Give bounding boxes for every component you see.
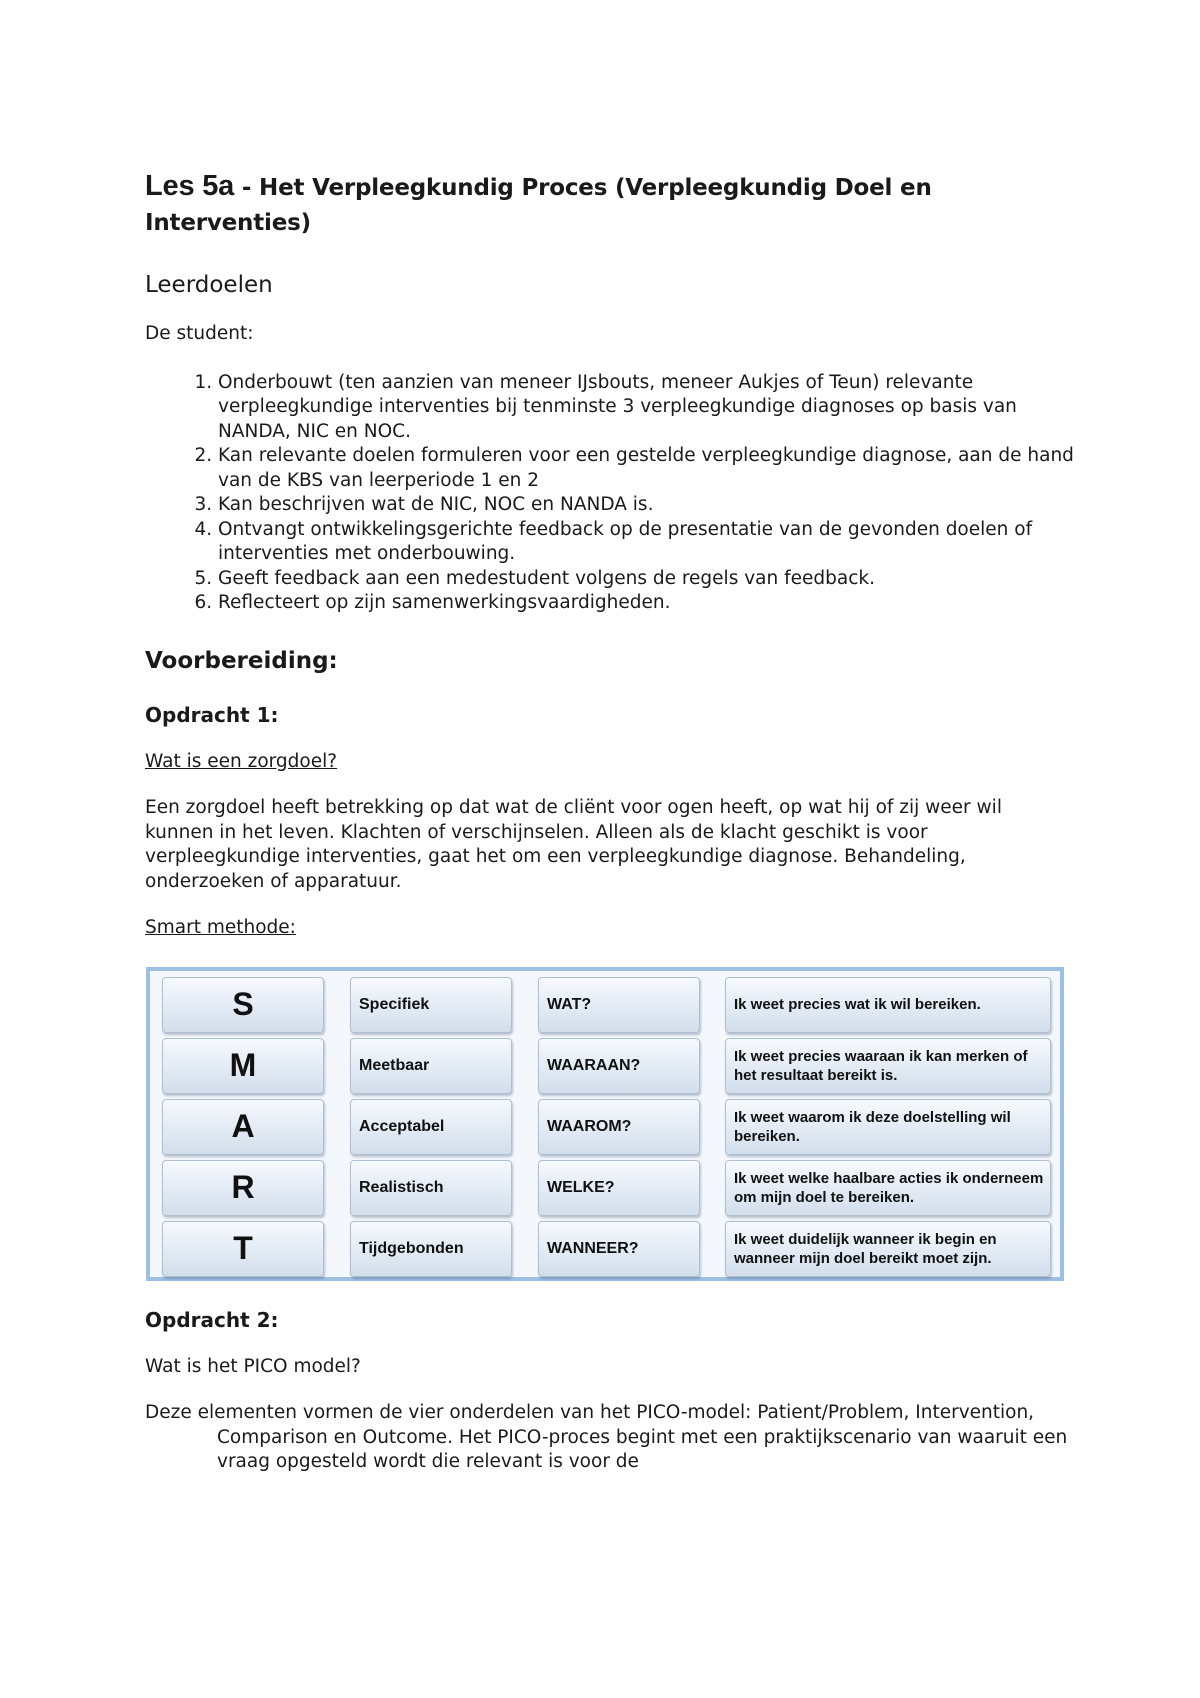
smart-word: Realistisch: [350, 1160, 512, 1216]
smart-question: WAARAAN?: [538, 1038, 700, 1094]
list-item: 2. Kan relevante doelen formuleren voor een gestelde verpleegkundige diagnose, aan de hand van de KBS van leerperiode 1 en 2: [218, 444, 1075, 493]
smart-description: Ik weet duidelijk wanneer ik begin en wanneer mijn doel bereikt moet zijn.: [725, 1221, 1051, 1277]
opdracht2-heading: Opdracht 2:: [145, 1307, 279, 1332]
smart-row-t: [162, 1221, 1052, 1277]
smart-description: Ik weet precies waaraan ik kan merken of het resultaat bereikt is.: [725, 1038, 1051, 1094]
smart-description: Ik weet welke haalbare acties ik onderneem om mijn doel te bereiken.: [725, 1160, 1051, 1216]
smart-letter: R: [162, 1160, 324, 1216]
smart-label: Smart methode:: [145, 917, 296, 938]
smart-question: WELKE?: [538, 1160, 700, 1216]
list-item: 4. Ontvangt ontwikkelingsgerichte feedback op de presentatie van de gevonden doelen of interventies met onderbouwing.: [218, 518, 1075, 567]
smart-letter: A: [162, 1099, 324, 1155]
lesson-number: Les 5a: [145, 170, 235, 202]
list-item: 3. Kan beschrijven wat de NIC, NOC en NANDA is.: [218, 493, 1075, 518]
smart-row-a: [162, 1099, 1052, 1155]
smart-row-r: [162, 1160, 1052, 1216]
smart-word: Tijdgebonden: [350, 1221, 512, 1277]
smart-row-m: [162, 1038, 1052, 1094]
smart-word: Acceptabel: [350, 1099, 512, 1155]
smart-letter: M: [162, 1038, 324, 1094]
smart-row-s: [162, 977, 1052, 1033]
smart-table: [146, 967, 1064, 1281]
list-item: 5. Geeft feedback aan een medestudent volgens de regels van feedback.: [218, 567, 1075, 592]
smart-description: Ik weet waarom ik deze doelstelling wil bereiken.: [725, 1099, 1051, 1155]
document-page: [145, 170, 1075, 1475]
leerdoelen-heading: Leerdoelen: [145, 272, 273, 298]
smart-word: Meetbaar: [350, 1038, 512, 1094]
document-title: [145, 170, 1075, 240]
lesson-title: - Het Verpleegkundig Proces (Verpleegkundig Doel en Interventies): [145, 175, 932, 236]
leerdoelen-intro: De student:: [145, 323, 254, 344]
smart-word: Specifiek: [350, 977, 512, 1033]
list-item: 6. Reflecteert op zijn samenwerkingsvaardigheden.: [218, 591, 1075, 616]
opdracht1-answer: Een zorgdoel heeft betrekking op dat wat de cliënt voor ogen heeft, op wat hij of zij weer wil kunnen in het leven. Klachten of verschijnselen. Alleen als de klacht geschikt is voor verpleegkundige interventies, gaat het om een verpleegkundige diagnose. Behandeling, onderzoeken of apparatuur.: [145, 797, 1002, 892]
smart-question: WAAROM?: [538, 1099, 700, 1155]
smart-question: WAT?: [538, 977, 700, 1033]
smart-letter: T: [162, 1221, 324, 1277]
voorbereiding-heading: Voorbereiding:: [145, 647, 338, 674]
opdracht2-question: Wat is het PICO model?: [145, 1355, 361, 1377]
list-item: 1. Onderbouwt (ten aanzien van meneer IJsbouts, meneer Aukjes of Teun) relevante verpleegkundige interventies bij tenminste 3 verpleegkundige diagnoses op basis van NANDA, NIC en NOC.: [218, 371, 1075, 445]
opdracht1-heading: Opdracht 1:: [145, 702, 279, 727]
opdracht1-question: Wat is een zorgdoel?: [145, 750, 338, 772]
opdracht2-answer: Deze elementen vormen de vier onderdelen van het PICO-model: Patient/Problem, Intervention, Comparison en Outcome. Het PICO-proces begint met een praktijkscenario van waaruit een vraag opgesteld wordt die relevant is voor de: [145, 1402, 1068, 1472]
leerdoelen-list: [145, 371, 1075, 616]
smart-letter: S: [162, 977, 324, 1033]
smart-question: WANNEER?: [538, 1221, 700, 1277]
smart-description: Ik weet precies wat ik wil bereiken.: [725, 977, 1051, 1033]
